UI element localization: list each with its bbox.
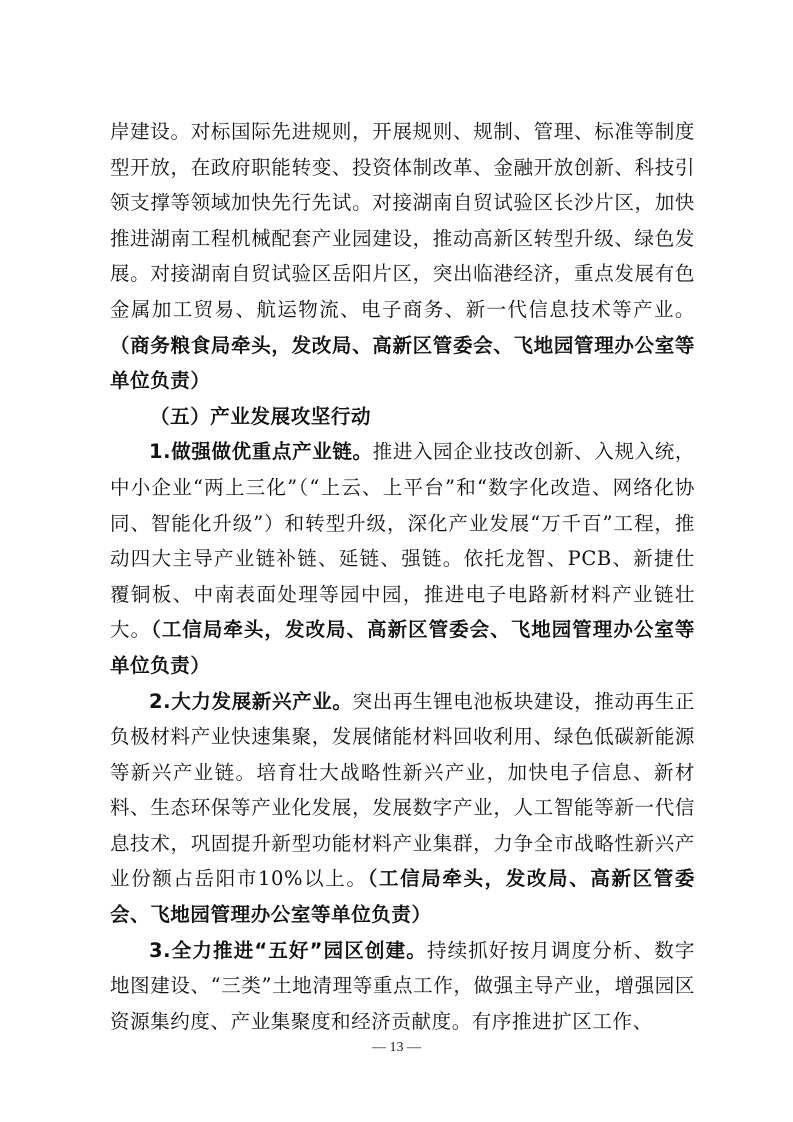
- paragraph-free-trade: [110, 114, 695, 399]
- paragraph-text: 推进入园企业技改创新、入规入统，中小企业“两上三化”（“上云、上平台”和“数字化改造、网络化协同、智能化升级”）和转型升级，深化产业发展“万千百”工程，推动四大主导产业链补链、延链、强链。依托龙智、PCB、新捷仕覆铜板、中南表面处理等园中园，推进电子电路新材料产业链壮大。: [110, 440, 695, 642]
- paragraph-emerging-industries: [110, 684, 695, 933]
- responsibility-note: （工信局牵头，发改局、高新区管委会、飞地园管理办公室等单位负责）: [110, 867, 695, 927]
- paragraph-five-good-parks: [110, 933, 695, 1040]
- page-number: — 13 —: [372, 1040, 421, 1055]
- body-text: [110, 114, 695, 1039]
- section-heading: （五）产业发展攻坚行动: [150, 404, 372, 428]
- responsibility-note: （商务粮食局牵头，发改局、高新区管委会、飞地园管理办公室等单位负责）: [110, 333, 695, 393]
- paragraph-industry-chain: [110, 434, 695, 683]
- paragraph-text: 持续抓好按月调度分析、数字地图建设、“三类”土地清理等重点工作，做强主导产业，增强园区资源集约度、产业集聚度和经济贡献度。有序推进扩区工作、: [110, 938, 695, 1033]
- paragraph-text: 突出再生锂电池板块建设，推动再生正负极材料产业快速集聚，发展储能材料回收利用、绿色低碳新能源等新兴产业链。培育壮大战略性新兴产业，加快电子信息、新材料、生态环保等产业化发展，发展数字产业，人工智能等新一代信息技术，巩固提升新型功能材料产业集群，力争全市战略性新兴产业份额占岳阳市10%以上。: [110, 689, 695, 891]
- item-title: 1.做强做优重点产业链。: [149, 440, 373, 464]
- paragraph-text: 岸建设。对标国际先进规则，开展规则、规制、管理、标准等制度型开放，在政府职能转变、投资体制改革、金融开放创新、科技引领支撑等领域加快先行先试。对接湖南自贸试验区长沙片区，加快推进湖南工程机械配套产业园建设，推动高新区转型升级、绿色发展。对接湖南自贸试验区岳阳片区，突出临港经济，重点发展有色金属加工贸易、航运物流、电子商务、新一代信息技术等产业。: [110, 120, 695, 321]
- item-title: 3.全力推进“五好”园区创建。: [149, 938, 427, 962]
- responsibility-note: （工信局牵头，发改局、高新区管委会、飞地园管理办公室等单位负责）: [110, 618, 695, 677]
- item-title: 2.大力发展新兴产业。: [149, 689, 353, 713]
